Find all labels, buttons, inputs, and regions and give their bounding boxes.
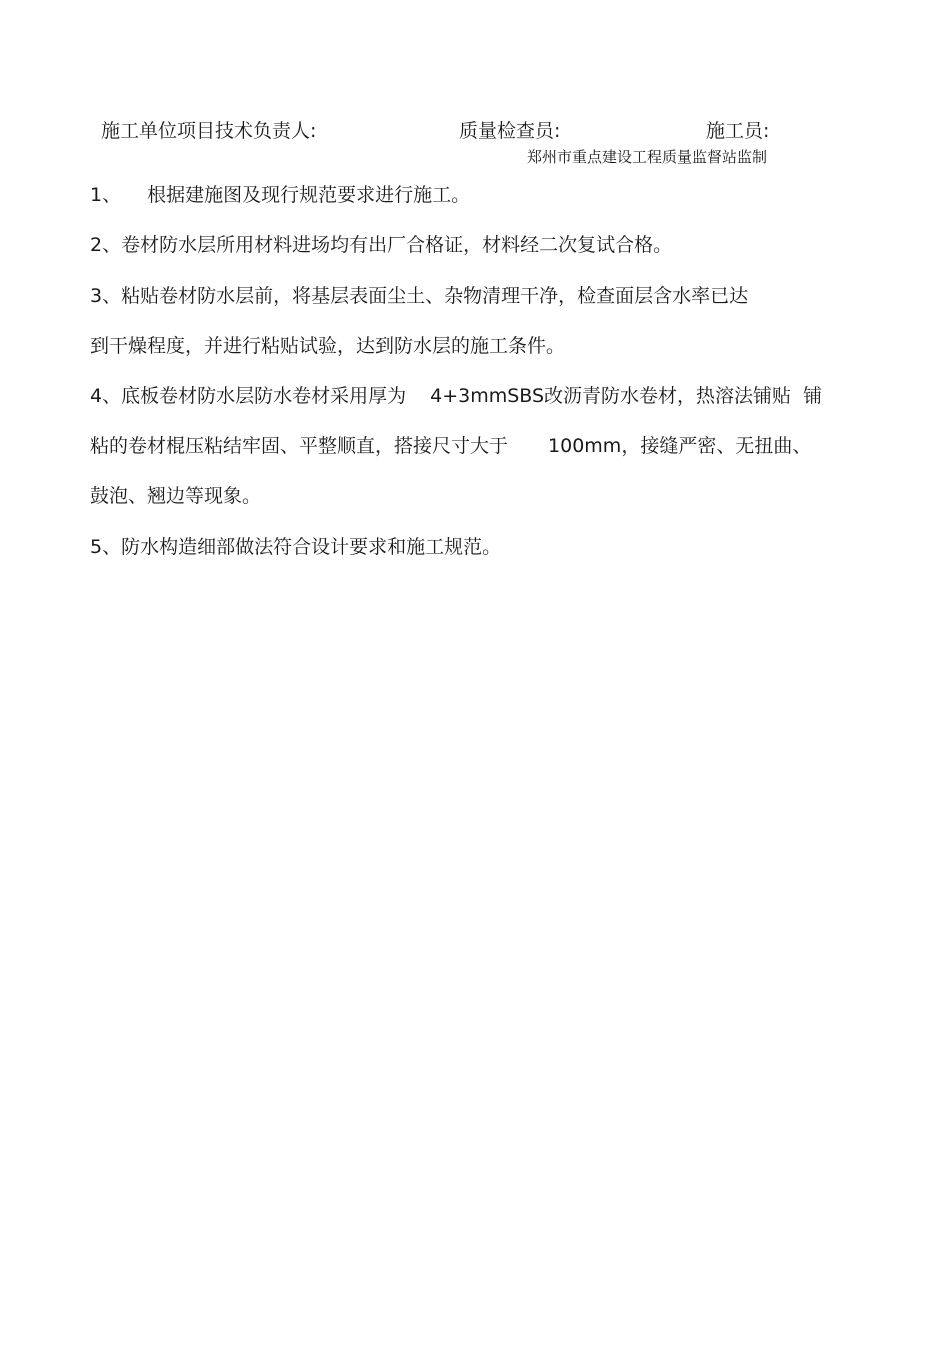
item-text: 铺	[803, 385, 823, 407]
list-item-continuation	[90, 333, 565, 359]
item-text: 粘的卷材棍压粘结牢固、平整顺直，搭接尺寸大于	[90, 435, 509, 457]
list-item	[90, 534, 501, 560]
item-text: 到干燥程度，并进行粘贴试验，达到防水层的施工条件。	[90, 335, 566, 357]
item-number: 1、	[90, 184, 122, 206]
quality-inspector-signature-label: 质量检查员:	[459, 120, 561, 142]
item-text: 卷材防水层所用材料进场均有出厂合格证，材料经二次复试合格。	[121, 234, 673, 256]
supervision-station-imprint: 郑州市重点建设工程质量监督站监制	[527, 148, 768, 166]
item-text: 防水构造细部做法符合设计要求和施工规范。	[121, 536, 502, 558]
tech-lead-signature-label: 施工单位项目技术负责人:	[101, 120, 317, 142]
item-number: 3、	[90, 285, 122, 307]
item-number: 4、	[90, 385, 122, 407]
item-number: 5、	[90, 536, 122, 558]
item-text: 粘贴卷材防水层前，将基层表面尘土、杂物清理干净，检查面层含水率已达	[121, 285, 749, 307]
list-item-continuation	[90, 483, 261, 509]
item-text: 鼓泡、翘边等现象。	[90, 485, 262, 507]
item-text: 底板卷材防水层防水卷材采用厚为	[121, 385, 407, 407]
item-number: 2、	[90, 234, 122, 256]
list-item-continuation	[90, 433, 811, 459]
material-spec: 4+3mmSBS	[430, 385, 545, 407]
list-item	[90, 232, 672, 258]
item-text: 改沥青防水卷材，热溶法铺贴	[544, 385, 792, 407]
construction-worker-signature-label: 施工员:	[706, 120, 770, 142]
item-text: 根据建施图及现行规范要求进行施工。	[147, 184, 471, 206]
list-item	[90, 182, 470, 208]
list-item	[90, 283, 748, 309]
list-item	[90, 383, 822, 409]
overlap-size-spec: 100mm	[548, 435, 622, 457]
item-text: ，接缝严密、无扭曲、	[621, 435, 812, 457]
